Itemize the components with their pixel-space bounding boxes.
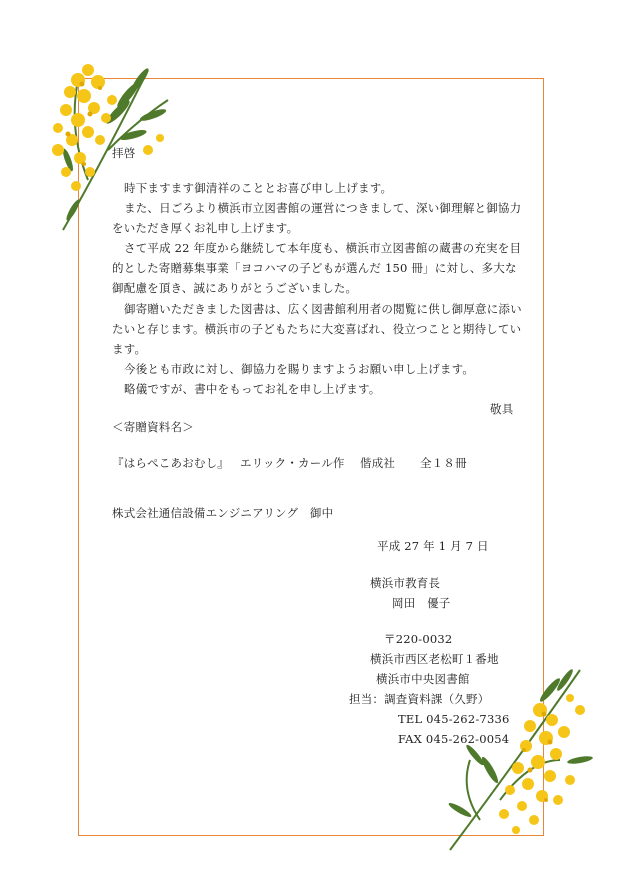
body-line-5: 的とした寄贈募集事業「ヨコハマの子どもが選んだ 150 冊」に対し、多大な	[112, 261, 517, 275]
body-line-3: をいただき厚くお礼申し上げます。	[112, 221, 299, 235]
closing: 敬具	[490, 402, 514, 416]
letter-date: 平成 27 年 1 月 7 日	[377, 539, 489, 553]
recipient: 株式会社通信設備エンジニアリング 御中	[112, 506, 334, 520]
book-publisher: 偕成社	[360, 456, 396, 470]
telephone: TEL 045-262-7336	[398, 712, 510, 726]
materials-heading: ＜寄贈資料名＞	[112, 420, 194, 434]
body-line-10: 今後とも市政に対し、御協力を賜りますようお願い申し上げます。	[124, 362, 475, 376]
body-line-1: 時下ますます御清祥のこととお喜び申し上げます。	[124, 181, 393, 195]
body-line-7: 御寄贈いただきました図書は、広く図書館利用者の閲覧に供し御厚意に添い	[124, 302, 522, 316]
body-line-11: 略儀ですが、書中をもってお礼を申し上げます。	[124, 382, 381, 396]
sender-title: 横浜市教育長	[370, 576, 441, 590]
fax: FAX 045-262-0054	[398, 732, 510, 746]
body-line-2: また、日ごろより横浜市立図書館の運営につきまして、深い御理解と御協力	[124, 201, 522, 215]
body-line-4: さて平成 22 年度から継続して本年度も、横浜市立図書館の蔵書の充実を目	[124, 241, 522, 255]
body-line-6: 御配慮を頂き、誠にありがとうございました。	[112, 281, 358, 295]
library-name: 横浜市中央図書館	[376, 672, 470, 686]
salutation: 拝啓	[112, 146, 136, 160]
body-line-9: ます。	[112, 342, 147, 356]
sender-name: 岡田 優子	[392, 596, 451, 610]
book-author: エリック・カール作	[240, 456, 345, 470]
contact-person: 担当：調査資料課（久野）	[349, 692, 490, 706]
book-volumes: 全１８冊	[420, 456, 467, 470]
body-line-8: たいと存じます。横浜市の子どもたちに大変喜ばれ、役立つことと期待してい	[112, 322, 522, 336]
book-title: 『はらぺこあおむし』	[112, 456, 229, 470]
postal-code: 〒220-0032	[384, 632, 453, 646]
street-address: 横浜市西区老松町１番地	[370, 652, 499, 666]
